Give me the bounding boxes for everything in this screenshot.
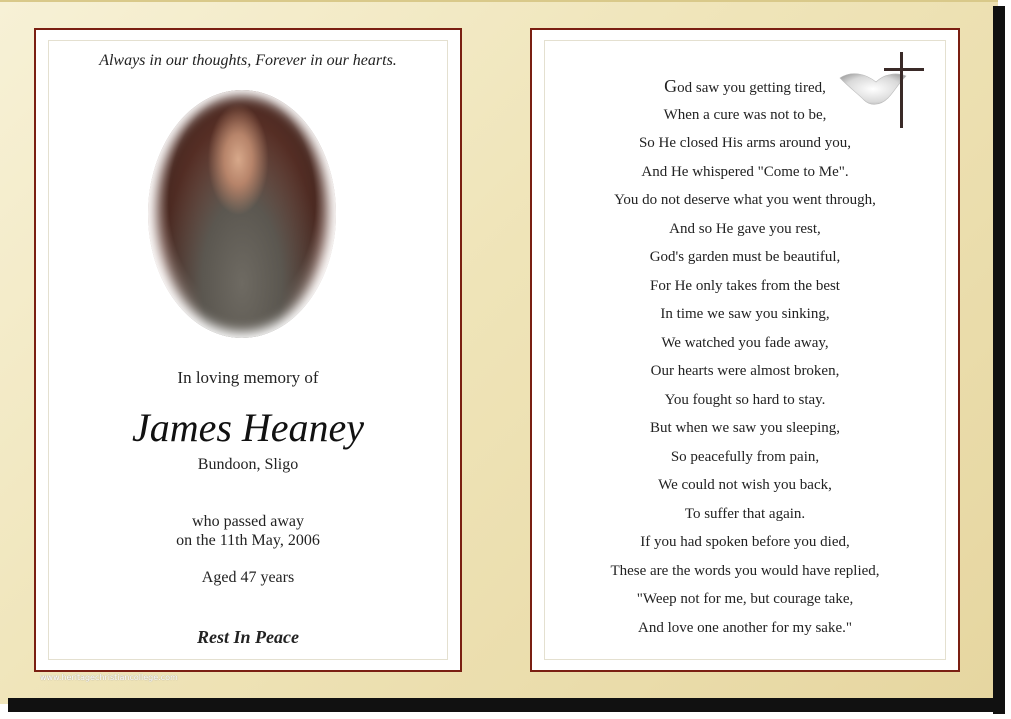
tagline: Always in our thoughts, Forever in our hearts. [99,52,397,69]
poem-line: To suffer that again. [684,505,806,522]
poem-line: So He closed His arms around you, [638,135,852,151]
age-line: Aged 47 years [201,569,295,586]
poem-line: When a cure was not to be, [663,106,827,123]
poem-line: If you had spoken before you died, [640,534,850,550]
passed-away-block [36,512,460,550]
poem-line: Our hearts were almost broken, [650,363,840,379]
poem-line: And love one another for my sake." [638,619,852,636]
portrait-photo [148,90,336,338]
poem-line: And He whispered "Come to Me". [641,163,849,180]
passed-line-1: who passed away [192,513,304,530]
poem-line: But when we saw you sleeping, [650,420,840,436]
card-shadow-bottom [8,698,1005,712]
poem-line: For He only takes from the best [650,277,840,294]
poem-line: You do not deserve what you went through, [614,192,876,208]
poem-line: You fought so hard to stay. [664,391,826,408]
closing-line: Rest In Peace [197,627,299,647]
poem-line: So peacefully from pain, [670,448,820,465]
poem-line: These are the words you would have replied, [610,562,880,579]
deceased-name: James Heaney [131,405,365,450]
card-shadow-right [993,6,1005,714]
right-card-panel [530,28,960,672]
poem-line: "Weep not for me, but courage take, [636,591,854,607]
poem-line: We watched you fade away, [661,334,829,351]
poem-line: We could not wish you back, [658,477,832,493]
poem-line: In time we saw you sinking, [660,306,830,322]
footer-url: www.heritagechristiancollege.com [40,673,178,682]
place-line: Bundoon, Sligo [197,456,299,473]
poem-line: God's garden must be beautiful, [649,249,841,265]
poem-line: God saw you getting tired, [664,76,826,96]
memory-line: In loving memory of [177,368,319,387]
poem [532,72,958,642]
left-card-panel [34,28,462,682]
passed-line-2: on the 11th May, 2006 [176,532,320,549]
poem-line: And so He gave you rest, [669,220,821,237]
